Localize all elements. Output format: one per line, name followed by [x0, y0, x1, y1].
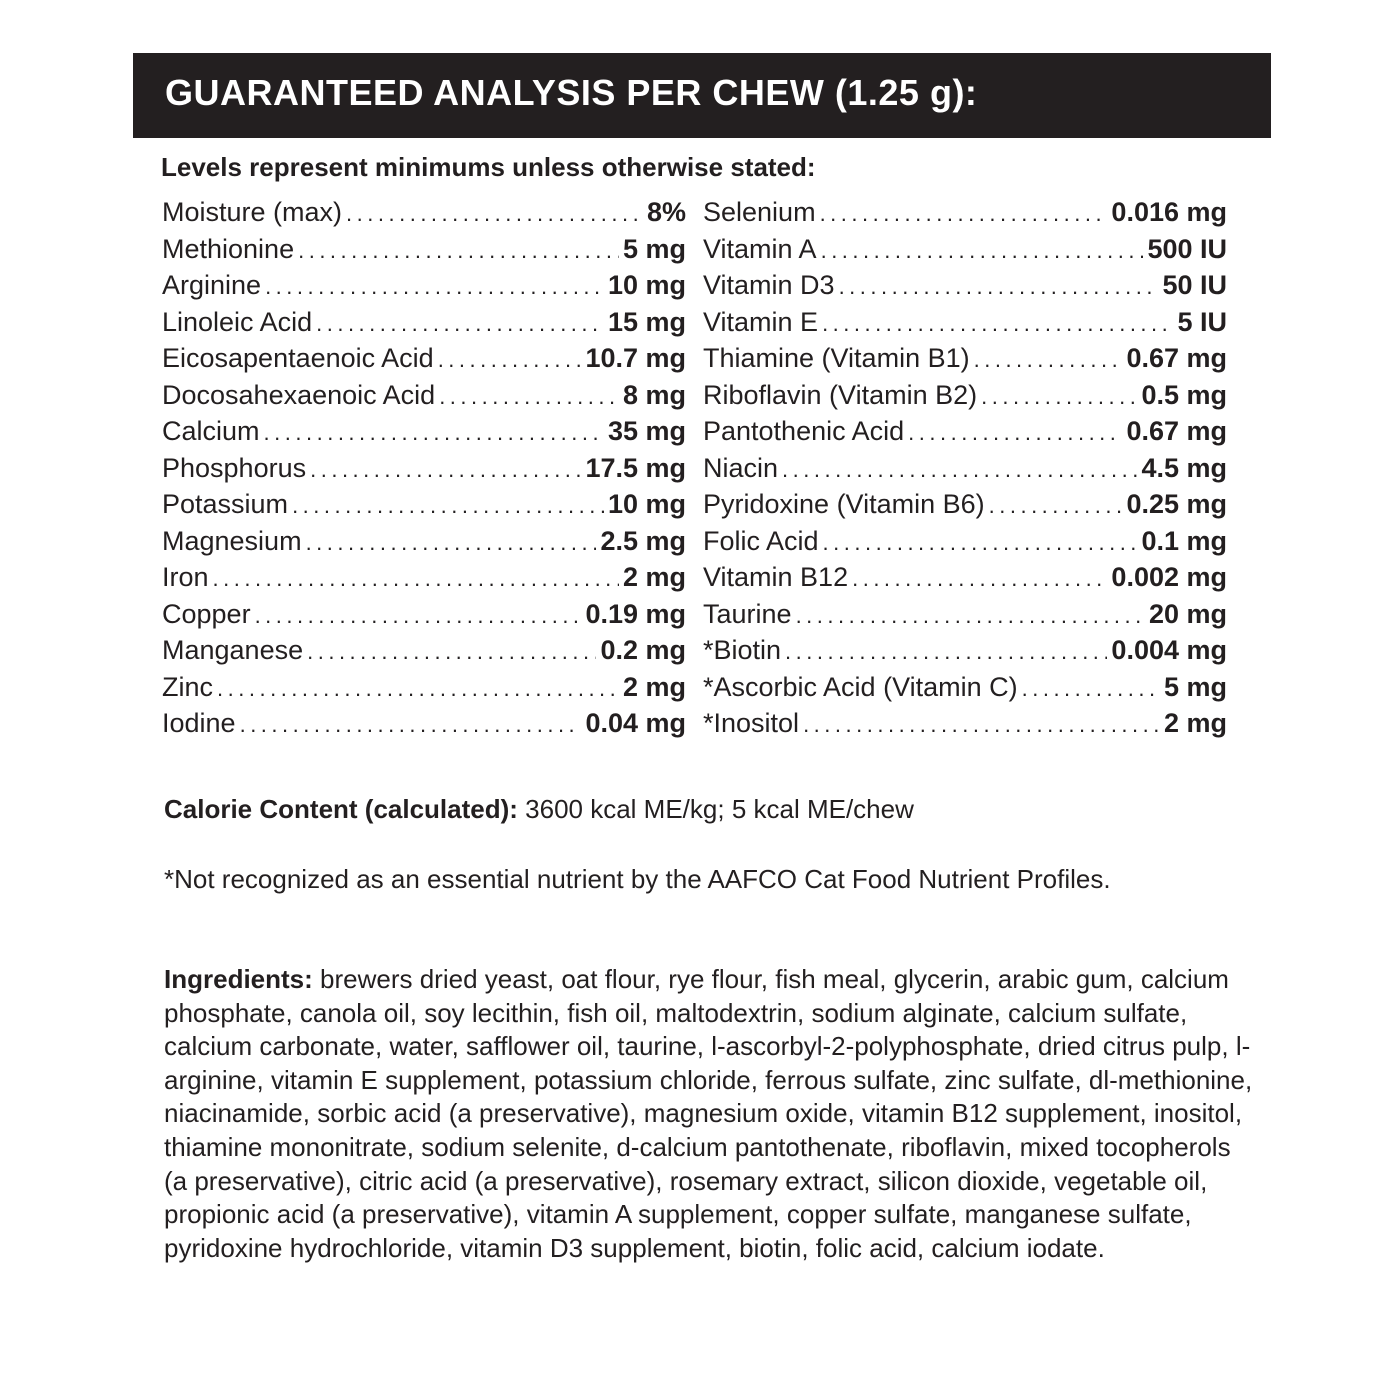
nutrient-value: 5 IU	[1177, 306, 1227, 337]
dot-leader	[974, 342, 1123, 377]
nutrient-row	[703, 267, 1227, 304]
nutrient-value: 0.5 mg	[1141, 379, 1227, 410]
nutrient-value: 50 IU	[1162, 270, 1227, 300]
nutrient-row	[162, 669, 686, 706]
dot-leader	[981, 379, 1137, 414]
dot-leader	[217, 671, 619, 706]
nutrient-value: 8%	[646, 197, 686, 227]
page-title: GUARANTEED ANALYSIS PER CHEW (1.25 g):	[165, 72, 978, 113]
nutrient-name: Thiamine (Vitamin B1)	[703, 343, 970, 373]
dot-leader	[307, 634, 596, 669]
nutrient-name: Iron	[162, 562, 209, 592]
dot-leader	[823, 525, 1138, 560]
nutrient-value: 0.67 mg	[1126, 416, 1227, 446]
nutrient-value: 0.004 mg	[1111, 635, 1227, 665]
nutrient-row	[703, 304, 1227, 341]
ingredients-text: brewers dried yeast, oat flour, rye flour, fish meal, glycerin, arabic gum, calcium phosphate, canola oil, soy lecithin, fish oil, maltodextrin, sodium alginate, calcium sulfate, calcium carbonate, water, safflower oil, taurine, l-ascorbyl-2-polyphosphate, dried citrus pulp, l-arginine, vitamin E supplement, potassium chloride, ferrous sulfate, zinc sulfate, dl-methionine, niacinamide, sorbic acid (a preservative), magnesium oxide, vitamin B12 supplement, inositol, thiamine mononitrate, sodium selenite, d-calcium pantothenate, riboflavin, mixed tocopherols (a preservative), citric acid (a preservative), rosemary extract, silicon dioxide, vegetable oil, propionic acid (a preservative), vitamin A supplement, copper sulfate, manganese sulfate, pyridoxine hydrochloride, vitamin D3 supplement, biotin, folic acid, calcium iodate.	[164, 964, 1253, 1263]
dot-leader	[796, 598, 1145, 633]
nutrient-name: Taurine	[703, 598, 792, 629]
dot-leader	[255, 598, 582, 633]
nutrient-value: 10 mg	[607, 489, 686, 519]
dot-leader	[821, 233, 1144, 268]
nutrient-value: 4.5 mg	[1141, 452, 1227, 483]
nutrient-value: 0.1 mg	[1141, 525, 1227, 556]
nutrient-value: 5 mg	[622, 233, 686, 264]
dot-leader	[822, 306, 1173, 341]
nutrient-row	[703, 486, 1227, 523]
dot-leader	[782, 452, 1137, 487]
dot-leader	[820, 196, 1108, 231]
nutrient-row	[703, 632, 1227, 669]
dot-leader	[292, 488, 604, 523]
dot-leader	[839, 269, 1159, 304]
nutrient-name: Vitamin B12	[703, 562, 849, 592]
nutrient-value: 2.5 mg	[600, 525, 686, 556]
nutrient-row	[703, 523, 1227, 560]
nutrient-name: Eicosapentaenoic Acid	[162, 343, 434, 373]
nutrient-row	[162, 596, 686, 633]
nutrient-name: Folic Acid	[703, 525, 819, 556]
header-banner	[133, 53, 1271, 138]
nutrient-name: Riboflavin (Vitamin B2)	[703, 379, 978, 410]
nutrient-name: Potassium	[162, 489, 289, 519]
nutrient-row	[162, 340, 686, 377]
nutrient-row	[703, 596, 1227, 633]
nutrient-row	[162, 304, 686, 341]
nutrient-value: 10 mg	[607, 270, 686, 300]
nutrient-row	[162, 486, 686, 523]
nutrient-name: Methionine	[162, 233, 295, 264]
nutrient-name: Vitamin E	[703, 306, 819, 337]
ingredients	[164, 963, 1254, 1265]
nutrient-row	[703, 231, 1227, 268]
ingredients-label: Ingredients:	[164, 964, 313, 994]
calorie-label: Calorie Content (calculated):	[164, 794, 518, 824]
nutrient-value: 2 mg	[1163, 708, 1227, 738]
dot-leader	[316, 306, 604, 341]
nutrient-value: 8 mg	[622, 379, 686, 410]
nutrient-value: 35 mg	[607, 416, 686, 446]
nutrient-value: 0.67 mg	[1126, 343, 1227, 373]
nutrient-value: 17.5 mg	[585, 452, 686, 483]
nutrient-name: Pyridoxine (Vitamin B6)	[703, 489, 985, 519]
nutrient-value: 2 mg	[622, 562, 686, 592]
dot-leader	[346, 196, 643, 231]
nutrient-value: 0.016 mg	[1111, 197, 1227, 227]
nutrient-value: 2 mg	[622, 671, 686, 702]
nutrient-row	[162, 194, 686, 231]
nutrient-row	[703, 450, 1227, 487]
dot-leader	[852, 561, 1107, 596]
nutrient-name: Calcium	[162, 416, 260, 446]
dot-leader	[213, 561, 619, 596]
nutrient-row	[162, 267, 686, 304]
nutrient-value: 0.002 mg	[1111, 562, 1227, 592]
nutrient-value: 0.04 mg	[585, 708, 686, 738]
calorie-value: 3600 kcal ME/kg; 5 kcal ME/chew	[517, 794, 914, 824]
nutrient-row	[703, 669, 1227, 706]
nutrient-value: 0.19 mg	[585, 598, 686, 629]
dot-leader	[310, 452, 581, 487]
nutrient-row	[703, 340, 1227, 377]
nutrient-name: Manganese	[162, 635, 304, 665]
dot-leader	[989, 488, 1123, 523]
nutrient-name: Phosphorus	[162, 452, 307, 483]
nutrient-row	[162, 705, 686, 742]
dot-leader	[908, 415, 1122, 450]
nutrient-row	[162, 559, 686, 596]
nutrient-column-left	[162, 194, 686, 742]
dot-leader	[785, 634, 1107, 669]
nutrient-row	[703, 705, 1227, 742]
nutrient-name: *Biotin	[703, 635, 782, 665]
nutrient-name: *Inositol	[703, 708, 800, 738]
nutrient-name: Moisture (max)	[162, 197, 343, 227]
dot-leader	[1022, 671, 1160, 706]
dot-leader	[265, 269, 604, 304]
nutrient-name: Niacin	[703, 452, 779, 483]
nutrient-value: 5 mg	[1163, 671, 1227, 702]
nutrient-value: 0.25 mg	[1126, 489, 1227, 519]
footnote: *Not recognized as an essential nutrient by the AAFCO Cat Food Nutrient Profiles.	[164, 864, 1111, 894]
nutrient-column-right	[703, 194, 1227, 742]
nutrient-value: 15 mg	[607, 306, 686, 337]
nutrient-value: 10.7 mg	[585, 343, 686, 373]
nutrient-row	[162, 632, 686, 669]
nutrient-row	[162, 523, 686, 560]
nutrient-name: Vitamin A	[703, 233, 817, 264]
nutrient-row	[162, 450, 686, 487]
nutrient-row	[703, 559, 1227, 596]
nutrient-name: *Ascorbic Acid (Vitamin C)	[703, 671, 1018, 702]
nutrient-row	[703, 413, 1227, 450]
dot-leader	[264, 415, 604, 450]
nutrient-name: Selenium	[703, 197, 816, 227]
dot-leader	[439, 379, 619, 414]
nutrient-name: Copper	[162, 598, 251, 629]
nutrient-row	[703, 194, 1227, 231]
nutrient-row	[703, 377, 1227, 414]
nutrient-name: Zinc	[162, 671, 214, 702]
subtitle: Levels represent minimums unless otherwise stated:	[161, 152, 816, 182]
nutrient-value: 500 IU	[1147, 233, 1227, 264]
nutrient-name: Arginine	[162, 270, 262, 300]
nutrient-name: Pantothenic Acid	[703, 416, 905, 446]
nutrient-value: 20 mg	[1148, 598, 1227, 629]
nutrient-row	[162, 413, 686, 450]
nutrient-name: Iodine	[162, 708, 236, 738]
nutrient-name: Docosahexaenoic Acid	[162, 379, 436, 410]
nutrient-row	[162, 231, 686, 268]
dot-leader	[803, 707, 1160, 742]
nutrient-name: Linoleic Acid	[162, 306, 313, 337]
nutrient-name: Magnesium	[162, 525, 302, 556]
nutrient-value: 0.2 mg	[600, 635, 686, 665]
nutrient-name: Vitamin D3	[703, 270, 835, 300]
dot-leader	[306, 525, 597, 560]
dot-leader	[240, 707, 582, 742]
calorie-content	[164, 794, 914, 825]
dot-leader	[298, 233, 619, 268]
nutrient-row	[162, 377, 686, 414]
dot-leader	[438, 342, 582, 377]
